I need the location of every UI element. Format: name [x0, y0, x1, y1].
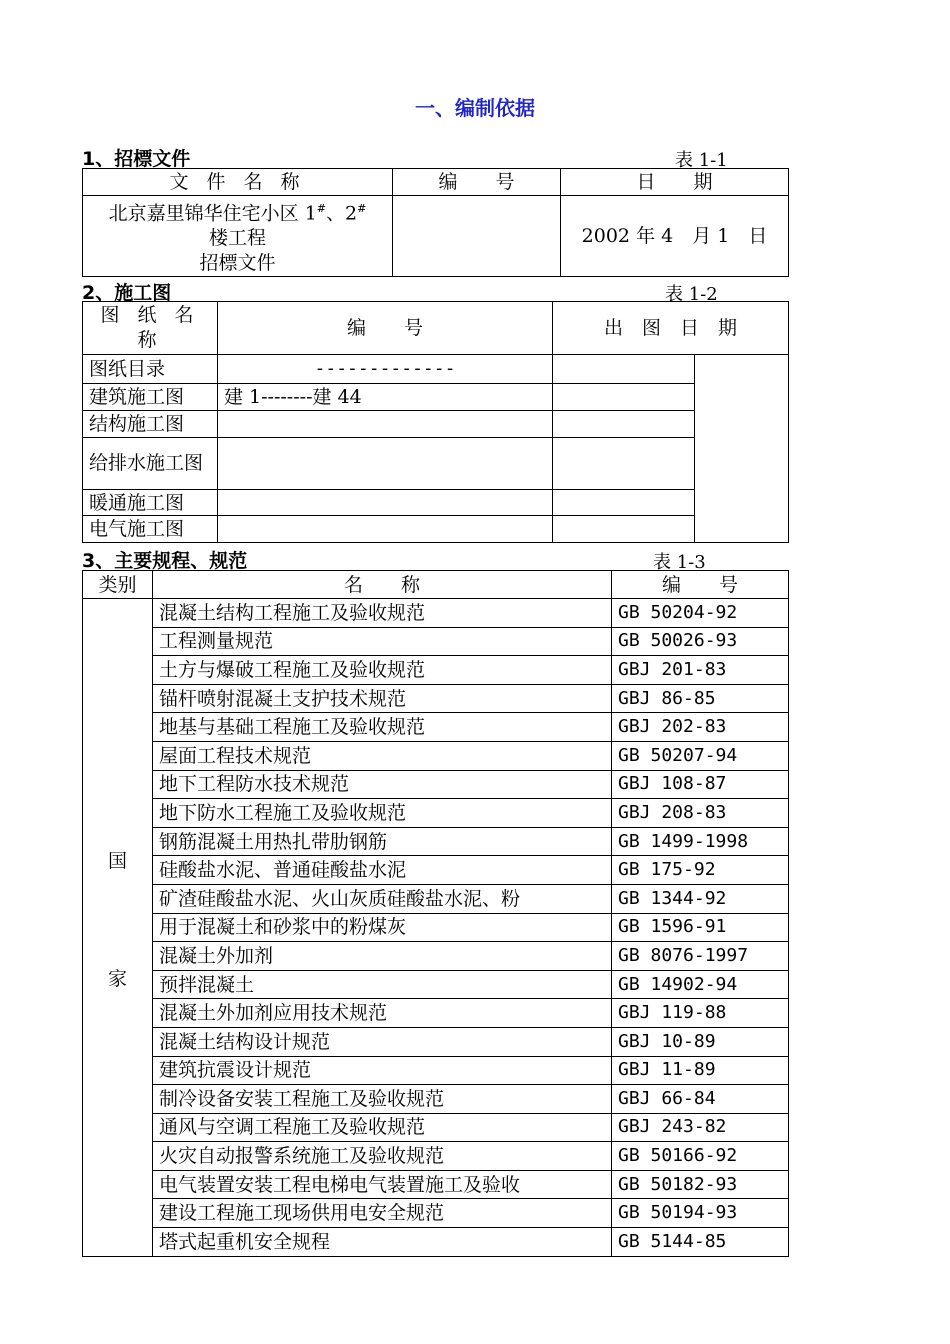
- table-row: [83, 384, 789, 411]
- standard-code: GB 50182-93: [612, 1170, 789, 1199]
- mark-2: #: [357, 202, 367, 215]
- table-row: [83, 1142, 789, 1171]
- standard-name: 土方与爆破工程施工及验收规范: [153, 656, 612, 685]
- standard-code: GBJ 11-89: [612, 1056, 789, 1085]
- category-char: 家: [107, 968, 127, 990]
- standard-code: GB 5144-85: [612, 1228, 789, 1257]
- table-row: [83, 856, 789, 885]
- drawing-number: -------------: [218, 355, 553, 384]
- standard-code: GB 50207-94: [612, 741, 789, 770]
- standard-name: 锚杆喷射混凝土支护技术规范: [153, 684, 612, 713]
- tender-file-name: [83, 196, 393, 277]
- table-row: [83, 438, 789, 490]
- standard-name: 混凝土结构设计规范: [153, 1027, 612, 1056]
- standard-name: 用于混凝土和砂浆中的粉煤灰: [153, 913, 612, 942]
- standard-name: 电气装置安装工程电梯电气装置施工及验收: [153, 1170, 612, 1199]
- section2-table-no: 表 1-2: [665, 284, 718, 305]
- standard-name: 地下防水工程施工及验收规范: [153, 799, 612, 828]
- drawing-name: 暖通施工图: [83, 490, 218, 516]
- standard-name: 屋面工程技术规范: [153, 741, 612, 770]
- drawing-date: [553, 490, 695, 516]
- standard-name: 地下工程防水技术规范: [153, 770, 612, 799]
- standard-code: GB 1499-1998: [612, 827, 789, 856]
- standard-name: 预拌混凝土: [153, 970, 612, 999]
- category-char: 国: [107, 850, 127, 872]
- category-cell: [83, 599, 153, 1257]
- header-standard-name: 名 称: [153, 571, 612, 599]
- table-row: [83, 1199, 789, 1228]
- section1-table-no: 表 1-1: [675, 150, 728, 171]
- standard-code: GBJ 243-82: [612, 1113, 789, 1142]
- standard-name: 塔式起重机安全规程: [153, 1228, 612, 1257]
- table-row: [83, 656, 789, 685]
- standards-table: [82, 570, 789, 1257]
- standard-name: 制冷设备安装工程施工及验收规范: [153, 1085, 612, 1114]
- standard-name: 火灾自动报警系统施工及验收规范: [153, 1142, 612, 1171]
- drawing-number: [218, 438, 553, 490]
- drawing-name: 建筑施工图: [83, 384, 218, 411]
- standard-name: 地基与基础工程施工及验收规范: [153, 713, 612, 742]
- standard-code: GBJ 108-87: [612, 770, 789, 799]
- standard-name: 工程测量规范: [153, 627, 612, 656]
- mark-1: #: [316, 202, 327, 215]
- tender-file-number: [393, 196, 561, 277]
- table-row: [83, 770, 789, 799]
- file-name-line3: 招標文件: [199, 252, 276, 275]
- drawing-number: [218, 490, 553, 516]
- table-row: [83, 411, 789, 438]
- file-name-mid: 、2: [326, 202, 358, 225]
- drawing-date: [553, 384, 695, 411]
- standard-name: 通风与空调工程施工及验收规范: [153, 1113, 612, 1142]
- standard-code: GB 8076-1997: [612, 942, 789, 971]
- table-row: [83, 1056, 789, 1085]
- table-row: [83, 799, 789, 828]
- table-row: [83, 516, 789, 543]
- table-row: [83, 970, 789, 999]
- table-row: [83, 741, 789, 770]
- section3-table-no: 表 1-3: [653, 552, 706, 573]
- drawing-name: 结构施工图: [83, 411, 218, 438]
- standard-name: 矿渣硅酸盐水泥、火山灰质硅酸盐水泥、粉: [153, 884, 612, 913]
- header-drawing-number: 编 号: [218, 302, 553, 355]
- file-name-line2: 楼工程: [208, 227, 266, 250]
- table-row: [83, 599, 789, 628]
- header-standard-code: 编 号: [612, 571, 789, 599]
- standard-name: 建筑抗震设计规范: [153, 1056, 612, 1085]
- drawing-name: 电气施工图: [83, 516, 218, 543]
- standard-code: GBJ 119-88: [612, 999, 789, 1028]
- header-category: 类别: [83, 571, 153, 599]
- standard-name: 硅酸盐水泥、普通硅酸盐水泥: [153, 856, 612, 885]
- drawing-date: [553, 438, 695, 490]
- header-drawing-name: 图 纸 名 称: [83, 302, 218, 355]
- standard-code: GBJ 208-83: [612, 799, 789, 828]
- standard-name: 钢筋混凝土用热扎带肋钢筋: [153, 827, 612, 856]
- table-row: [83, 490, 789, 516]
- standard-code: GB 175-92: [612, 856, 789, 885]
- standard-code: GBJ 10-89: [612, 1027, 789, 1056]
- standard-code: GBJ 66-84: [612, 1085, 789, 1114]
- standard-code: GB 1344-92: [612, 884, 789, 913]
- standard-name: 建设工程施工现场供用电安全规范: [153, 1199, 612, 1228]
- table-row: [83, 884, 789, 913]
- standard-code: GB 1596-91: [612, 913, 789, 942]
- table-row: [83, 1085, 789, 1114]
- table-row: [83, 827, 789, 856]
- section1-heading: 1、招標文件: [82, 148, 191, 170]
- standard-name: 混凝土结构工程施工及验收规范: [153, 599, 612, 628]
- drawing-date: [553, 411, 695, 438]
- table-row: [83, 713, 789, 742]
- drawing-date: [553, 516, 695, 543]
- drawing-number: [218, 411, 553, 438]
- standard-name: 混凝土外加剂: [153, 942, 612, 971]
- header-date: 日 期: [561, 169, 789, 196]
- tender-documents-table: [82, 168, 789, 277]
- table-row: [83, 1113, 789, 1142]
- drawing-number: [218, 516, 553, 543]
- table-row: [83, 913, 789, 942]
- table-row: [83, 1170, 789, 1199]
- section2-heading: 2、施工图: [82, 282, 172, 304]
- table-row: [83, 684, 789, 713]
- table-row: [83, 999, 789, 1028]
- standard-code: GB 50194-93: [612, 1199, 789, 1228]
- section3-heading: 3、主要规程、规范: [82, 550, 248, 572]
- table-row: [83, 942, 789, 971]
- standard-code: GB 50204-92: [612, 599, 789, 628]
- table-row: [83, 627, 789, 656]
- drawing-name: 给排水施工图: [83, 438, 218, 490]
- file-name-line1: 北京嘉里锦华住宅小区 1: [108, 202, 317, 225]
- standard-code: GB 50026-93: [612, 627, 789, 656]
- table-row: [83, 1027, 789, 1056]
- drawing-number: 建 1--------建 44: [218, 384, 553, 411]
- drawing-date: [553, 355, 695, 384]
- standard-code: GBJ 86-85: [612, 684, 789, 713]
- standard-code: GB 14902-94: [612, 970, 789, 999]
- header-file-name: 文 件 名 称: [83, 169, 393, 196]
- page-title: 一、编制依据: [415, 96, 535, 120]
- drawing-name: 图纸目录: [83, 355, 218, 384]
- standard-code: GBJ 201-83: [612, 656, 789, 685]
- table-row: [83, 1228, 789, 1257]
- header-issue-date: 出 图 日 期: [553, 302, 789, 355]
- standard-code: GB 50166-92: [612, 1142, 789, 1171]
- table-row: [83, 355, 789, 384]
- drawing-extra-cell: [695, 355, 789, 543]
- drawings-table: [82, 301, 789, 543]
- tender-file-date: 2002 年 4 月 1 日: [561, 196, 789, 277]
- standard-name: 混凝土外加剂应用技术规范: [153, 999, 612, 1028]
- header-number: 编 号: [393, 169, 561, 196]
- standard-code: GBJ 202-83: [612, 713, 789, 742]
